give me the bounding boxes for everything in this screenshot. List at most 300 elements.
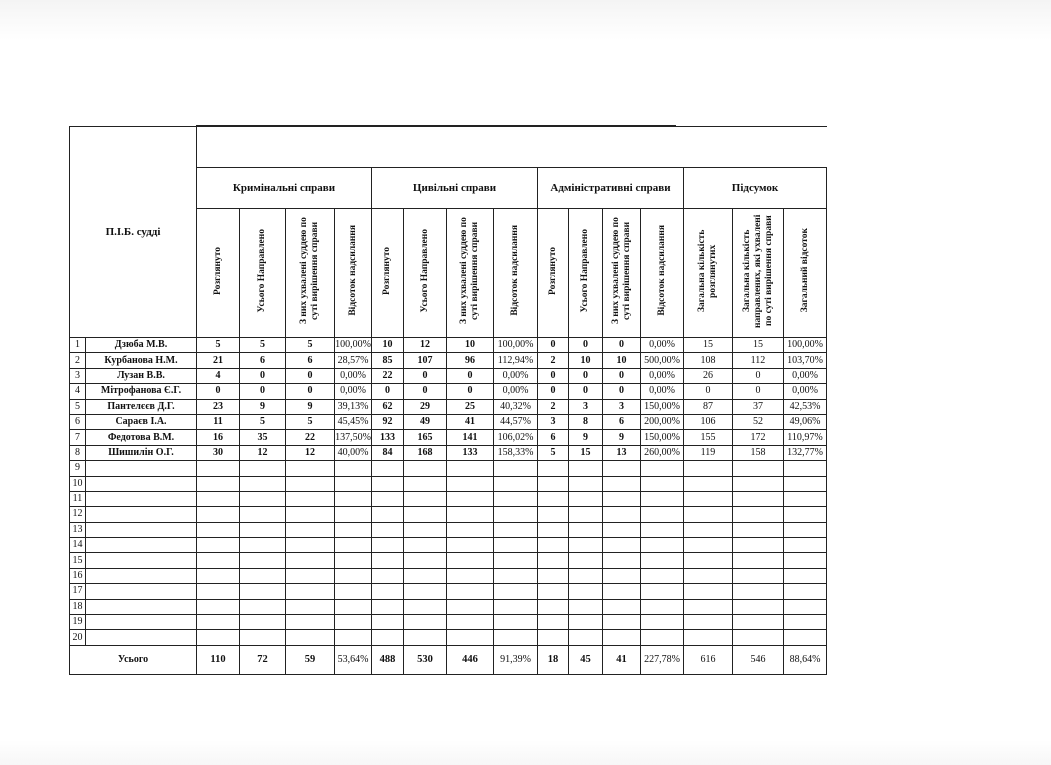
civ-value-cell: 85 [372,353,404,368]
empty-cell [197,461,240,476]
table-body [70,338,827,675]
empty-cell [286,522,335,537]
summary-value-cell: 49,06% [784,414,827,429]
empty-cell [86,553,197,568]
empty-cell [641,507,684,522]
judge-name: Сараєв І.А. [86,414,197,429]
empty-cell [240,584,286,599]
total-crim-cell: 59 [286,645,335,674]
civ-value-cell: 22 [372,368,404,383]
empty-cell [684,599,733,614]
adm-value-cell: 6 [603,414,641,429]
crim-value-cell: 5 [286,338,335,353]
summary-value-cell: 15 [684,338,733,353]
civ-value-cell: 29 [404,399,447,414]
empty-cell [372,615,404,630]
crim-value-cell: 5 [197,338,240,353]
table-row [70,368,827,383]
summary-value-cell: 112 [733,353,784,368]
civ-value-cell: 100,00% [494,338,538,353]
group-summary: Підсумок [684,168,827,209]
crim-value-cell: 137,50% [335,430,372,445]
summary-value-cell: 132,77% [784,445,827,460]
empty-cell [286,630,335,645]
row-number: 3 [70,368,86,383]
civ-value-cell: 141 [447,430,494,445]
empty-cell [733,522,784,537]
empty-cell [197,584,240,599]
civ-value-cell: 0,00% [494,368,538,383]
adm-value-cell: 0,00% [641,384,684,399]
adm-value-cell: 0 [569,384,603,399]
empty-cell [372,553,404,568]
empty-cell [684,461,733,476]
adm-value-cell: 150,00% [641,430,684,445]
empty-cell [538,522,569,537]
empty-cell [447,538,494,553]
empty-cell [641,522,684,537]
empty-cell [733,615,784,630]
subheader-civ-2 [447,209,494,338]
civ-value-cell: 0 [404,384,447,399]
crim-value-cell: 12 [240,445,286,460]
adm-value-cell: 9 [603,430,641,445]
empty-cell [335,630,372,645]
empty-cell [684,630,733,645]
empty-cell [733,584,784,599]
crim-value-cell: 6 [240,353,286,368]
empty-cell [286,476,335,491]
empty-cell [494,584,538,599]
empty-cell [603,522,641,537]
empty-cell [404,584,447,599]
empty-cell [569,538,603,553]
summary-value-cell: 26 [684,368,733,383]
empty-cell [684,615,733,630]
empty-cell [447,553,494,568]
summary-value-cell: 119 [684,445,733,460]
empty-cell [372,630,404,645]
crim-value-cell: 5 [240,414,286,429]
empty-cell [86,491,197,506]
crim-value-cell: 0 [197,384,240,399]
empty-cell [603,491,641,506]
adm-value-cell: 3 [603,399,641,414]
empty-cell [494,461,538,476]
adm-value-cell: 0 [538,384,569,399]
subheader-label: З них ухвалені суддею по суті вирішення справи [299,217,320,324]
subheader-label: Загальний відсоток [799,228,810,313]
crim-value-cell: 39,13% [335,399,372,414]
total-adm-cell: 45 [569,645,603,674]
civ-value-cell: 25 [447,399,494,414]
table-row-empty [70,568,827,583]
civ-value-cell: 106,02% [494,430,538,445]
adm-value-cell: 2 [538,353,569,368]
row-number: 15 [70,553,86,568]
summary-value-cell: 0 [684,384,733,399]
empty-cell [240,599,286,614]
empty-cell [538,538,569,553]
summary-value-cell: 37 [733,399,784,414]
table-row [70,384,827,399]
fio-header: П.І.Б. судді [70,127,197,338]
row-number: 7 [70,430,86,445]
row-number: 20 [70,630,86,645]
empty-cell [569,584,603,599]
crim-value-cell: 12 [286,445,335,460]
empty-cell [733,538,784,553]
empty-cell [372,491,404,506]
group-criminal: Кримінальні справи [197,168,372,209]
summary-value-cell: 100,00% [784,338,827,353]
judge-name: Шишилін О.Г. [86,445,197,460]
judge-name: Лузан В.В. [86,368,197,383]
total-crim-cell: 72 [240,645,286,674]
civ-value-cell: 133 [372,430,404,445]
empty-cell [197,568,240,583]
row-number: 19 [70,615,86,630]
empty-cell [603,476,641,491]
adm-value-cell: 0 [569,338,603,353]
header-blank-band [197,127,827,168]
adm-value-cell: 6 [538,430,569,445]
crim-value-cell: 28,57% [335,353,372,368]
crim-value-cell: 22 [286,430,335,445]
empty-cell [603,538,641,553]
total-summary-cell: 616 [684,645,733,674]
group-administrative: Адміністративні справи [538,168,684,209]
summary-value-cell: 158 [733,445,784,460]
empty-cell [784,553,827,568]
table-row-empty [70,599,827,614]
empty-cell [335,522,372,537]
empty-cell [197,630,240,645]
judge-name: Пантелєєв Д.Г. [86,399,197,414]
empty-cell [569,599,603,614]
row-number: 13 [70,522,86,537]
row-number: 18 [70,599,86,614]
crim-value-cell: 5 [286,414,335,429]
summary-value-cell: 42,53% [784,399,827,414]
empty-cell [197,522,240,537]
crim-value-cell: 11 [197,414,240,429]
subheader-adm-2 [603,209,641,338]
adm-value-cell: 0 [603,384,641,399]
empty-cell [335,491,372,506]
empty-cell [494,568,538,583]
empty-cell [784,584,827,599]
empty-cell [494,630,538,645]
empty-cell [538,615,569,630]
table-row [70,414,827,429]
adm-value-cell: 13 [603,445,641,460]
summary-value-cell: 0 [733,384,784,399]
empty-cell [447,599,494,614]
empty-cell [569,522,603,537]
adm-value-cell: 500,00% [641,353,684,368]
empty-cell [494,538,538,553]
empty-cell [197,507,240,522]
subheader-label: З них ухвалені суддею по суті вирішення справи [459,217,480,324]
empty-cell [404,630,447,645]
judge-name: Федотова В.М. [86,430,197,445]
empty-cell [733,507,784,522]
crim-value-cell: 0,00% [335,384,372,399]
subheader-label: Усього Направлено [257,228,267,313]
empty-cell [538,491,569,506]
adm-value-cell: 10 [569,353,603,368]
empty-cell [538,461,569,476]
empty-cell [447,630,494,645]
table-row [70,353,827,368]
empty-cell [494,476,538,491]
empty-cell [733,461,784,476]
empty-cell [404,599,447,614]
empty-cell [286,599,335,614]
empty-cell [404,553,447,568]
empty-cell [404,507,447,522]
adm-value-cell: 2 [538,399,569,414]
subheader-label: Усього Направлено [419,228,430,313]
crim-value-cell: 40,00% [335,445,372,460]
row-number: 16 [70,568,86,583]
subheader-civ-0 [372,209,404,338]
empty-cell [240,507,286,522]
civ-value-cell: 158,33% [494,445,538,460]
empty-cell [197,615,240,630]
empty-cell [538,476,569,491]
empty-cell [372,507,404,522]
empty-cell [447,491,494,506]
empty-cell [86,507,197,522]
empty-cell [372,599,404,614]
crim-value-cell: 23 [197,399,240,414]
empty-cell [240,538,286,553]
empty-cell [86,584,197,599]
summary-value-cell: 106 [684,414,733,429]
total-civ-cell: 530 [404,645,447,674]
empty-cell [404,615,447,630]
civ-value-cell: 10 [372,338,404,353]
crim-value-cell: 9 [240,399,286,414]
empty-cell [240,553,286,568]
total-adm-cell: 41 [603,645,641,674]
empty-cell [372,522,404,537]
empty-cell [494,599,538,614]
empty-cell [603,584,641,599]
civ-value-cell: 41 [447,414,494,429]
civ-value-cell: 0 [447,368,494,383]
adm-value-cell: 0 [603,368,641,383]
subheader-civ-1 [404,209,447,338]
empty-cell [447,568,494,583]
empty-cell [733,491,784,506]
civ-value-cell: 0 [372,384,404,399]
empty-cell [538,599,569,614]
empty-cell [447,461,494,476]
subheader-label: Розглянуто [547,246,558,295]
judges-report-table [69,126,827,675]
total-adm-cell: 227,78% [641,645,684,674]
row-number: 12 [70,507,86,522]
table-row-empty [70,584,827,599]
empty-cell [569,461,603,476]
empty-cell [569,491,603,506]
subheader-label: Розглянуто [382,246,392,295]
subheader-civ-3 [494,209,538,338]
row-number: 1 [70,338,86,353]
empty-cell [641,491,684,506]
subheader-adm-3 [641,209,684,338]
table-row [70,445,827,460]
subheader-crim-3 [335,209,372,338]
empty-cell [684,522,733,537]
empty-cell [86,538,197,553]
empty-cell [335,538,372,553]
empty-cell [603,553,641,568]
total-summary-cell: 546 [733,645,784,674]
adm-value-cell: 8 [569,414,603,429]
empty-cell [86,630,197,645]
crim-value-cell: 0,00% [335,368,372,383]
adm-value-cell: 260,00% [641,445,684,460]
empty-cell [569,630,603,645]
total-civ-cell: 91,39% [494,645,538,674]
summary-value-cell: 52 [733,414,784,429]
empty-cell [335,476,372,491]
empty-cell [240,522,286,537]
civ-value-cell: 49 [404,414,447,429]
empty-cell [372,476,404,491]
empty-cell [86,476,197,491]
empty-cell [286,584,335,599]
empty-cell [286,507,335,522]
empty-cell [240,461,286,476]
empty-cell [569,553,603,568]
row-number: 2 [70,353,86,368]
summary-value-cell: 108 [684,353,733,368]
civ-value-cell: 12 [404,338,447,353]
adm-value-cell: 15 [569,445,603,460]
judge-name: Мітрофанова Є.Г. [86,384,197,399]
empty-cell [784,630,827,645]
civ-value-cell: 0,00% [494,384,538,399]
empty-cell [684,476,733,491]
empty-cell [784,476,827,491]
adm-value-cell: 200,00% [641,414,684,429]
crim-value-cell: 0 [240,384,286,399]
empty-cell [684,538,733,553]
empty-cell [404,568,447,583]
crim-value-cell: 0 [286,368,335,383]
adm-value-cell: 0,00% [641,338,684,353]
empty-cell [538,630,569,645]
table-row [70,430,827,445]
adm-value-cell: 150,00% [641,399,684,414]
empty-cell [286,553,335,568]
empty-cell [286,615,335,630]
empty-cell [784,538,827,553]
adm-value-cell: 3 [569,399,603,414]
civ-value-cell: 107 [404,353,447,368]
civ-value-cell: 0 [404,368,447,383]
empty-cell [447,476,494,491]
subheader-label: Усього Направлено [580,228,590,313]
empty-cell [372,538,404,553]
empty-cell [447,615,494,630]
empty-cell [447,522,494,537]
subheader-summary-0 [684,209,733,338]
empty-cell [784,461,827,476]
crim-value-cell: 0 [286,384,335,399]
empty-cell [286,461,335,476]
empty-cell [603,615,641,630]
empty-cell [641,553,684,568]
empty-cell [240,615,286,630]
empty-cell [335,615,372,630]
subheader-crim-1 [240,209,286,338]
empty-cell [784,599,827,614]
row-number: 10 [70,476,86,491]
civ-value-cell: 84 [372,445,404,460]
table-row [70,338,827,353]
empty-cell [197,553,240,568]
crim-value-cell: 16 [197,430,240,445]
civ-value-cell: 96 [447,353,494,368]
empty-cell [335,568,372,583]
empty-cell [494,491,538,506]
empty-cell [784,491,827,506]
table-row-empty [70,476,827,491]
row-number: 14 [70,538,86,553]
empty-cell [335,599,372,614]
empty-cell [733,553,784,568]
adm-value-cell: 3 [538,414,569,429]
total-row [70,645,827,674]
empty-cell [784,507,827,522]
empty-cell [404,476,447,491]
row-number: 17 [70,584,86,599]
subheader-summary-1 [733,209,784,338]
empty-cell [240,476,286,491]
civ-value-cell: 62 [372,399,404,414]
empty-cell [335,584,372,599]
judge-name: Курбанова Н.М. [86,353,197,368]
empty-cell [447,584,494,599]
total-summary-cell: 88,64% [784,645,827,674]
subheader-adm-0 [538,209,569,338]
empty-cell [641,615,684,630]
subheader-crim-0 [197,209,240,338]
total-civ-cell: 488 [372,645,404,674]
empty-cell [86,599,197,614]
civ-value-cell: 112,94% [494,353,538,368]
empty-cell [538,568,569,583]
empty-cell [240,491,286,506]
empty-cell [641,584,684,599]
empty-cell [784,522,827,537]
table-row-empty [70,491,827,506]
summary-value-cell: 15 [733,338,784,353]
civ-value-cell: 133 [447,445,494,460]
civ-value-cell: 44,57% [494,414,538,429]
total-adm-cell: 18 [538,645,569,674]
adm-value-cell: 0 [603,338,641,353]
empty-cell [494,615,538,630]
row-number: 5 [70,399,86,414]
subheader-label: Розглянуто [212,246,223,295]
